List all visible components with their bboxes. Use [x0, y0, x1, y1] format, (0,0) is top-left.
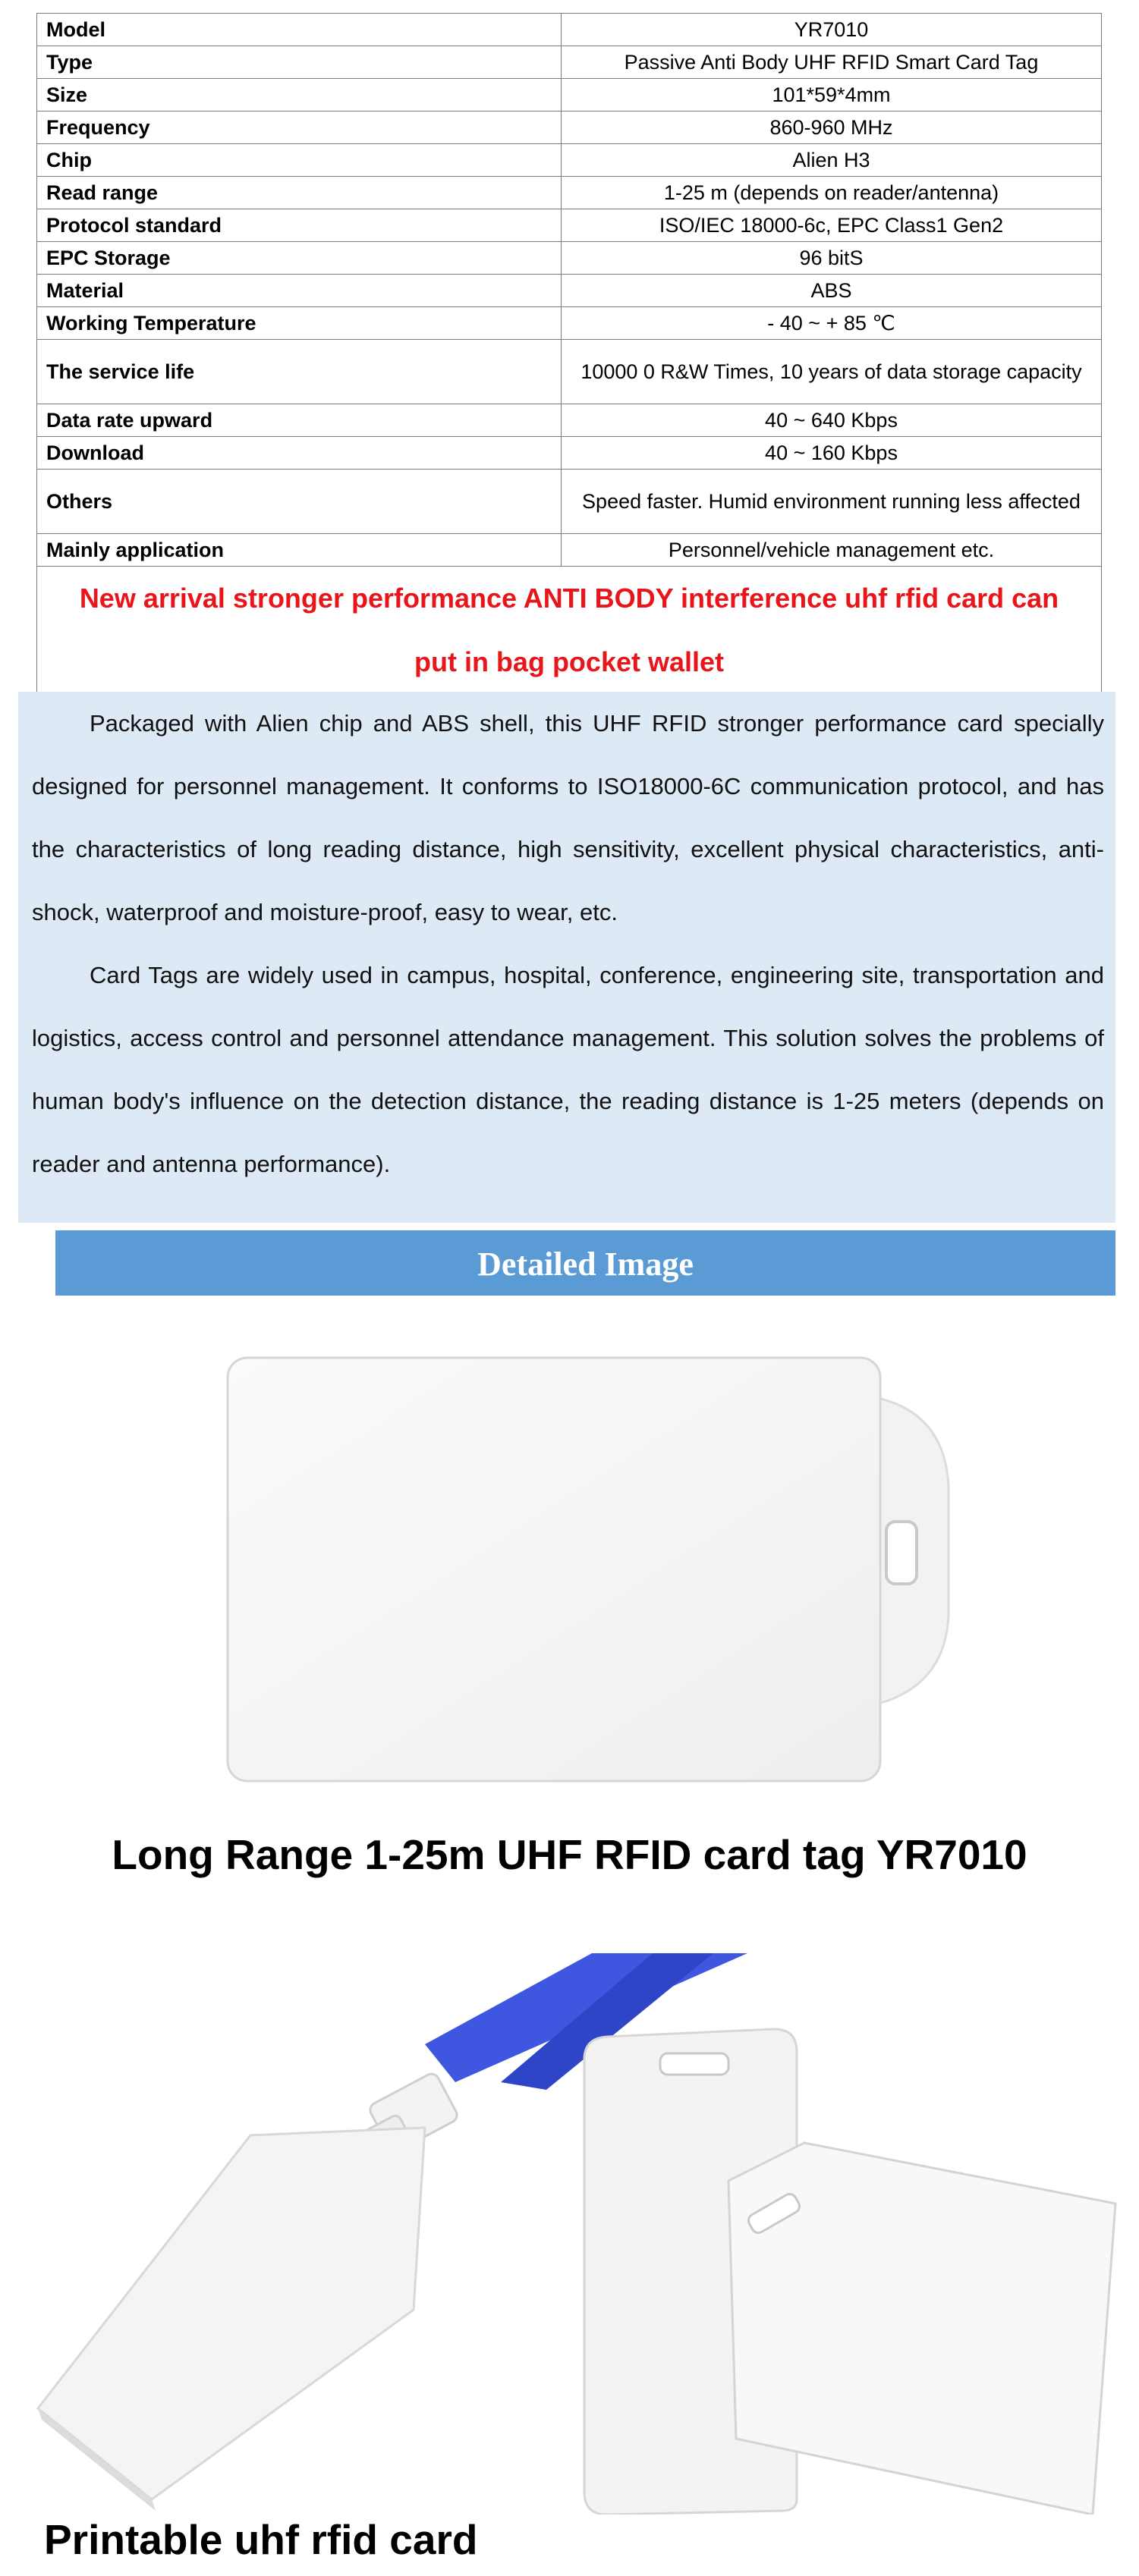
- product-image-card: [0, 1335, 1139, 1805]
- description-paragraph: Packaged with Alien chip and ABS shell, this UHF RFID stronger performance card specially designed for personnel management. It conforms to ISO18000-6C communication protocol, and has the characteristics of long reading distance, high sensitivity, excellent physical characteristics, anti-shock, waterproof and moisture-proof, easy to wear, etc.: [32, 710, 1104, 925]
- spec-key: Type: [37, 46, 562, 79]
- spec-key: The service life: [37, 340, 562, 404]
- section-header-bar: [55, 1230, 1115, 1296]
- description-block: [18, 692, 1115, 1223]
- table-row: [37, 307, 1102, 340]
- table-row: [37, 404, 1102, 437]
- table-row: [37, 470, 1102, 534]
- promo-banner: New arrival stronger performance ANTI BODY interference uhf rfid card can put in bag pocket wallet: [37, 567, 1102, 695]
- table-row: [37, 437, 1102, 470]
- lanyard-slot-shape: [886, 1522, 917, 1584]
- spec-key: Read range: [37, 177, 562, 209]
- spec-value: ISO/IEC 18000-6c, EPC Class1 Gen2: [562, 209, 1102, 242]
- spec-key: Mainly application: [37, 534, 562, 567]
- table-row: [37, 177, 1102, 209]
- table-row: [37, 46, 1102, 79]
- card-body-shape: [228, 1358, 880, 1781]
- description-paragraph: Card Tags are widely used in campus, hospital, conference, engineering site, transportation and logistics, access control and personnel attendance management. This solution solves the problems of human body's influence on the detection distance, the reading distance is 1-25 meters (depends on reader and antenna performance).: [32, 962, 1104, 1177]
- spec-key: Chip: [37, 144, 562, 177]
- table-row: [37, 534, 1102, 567]
- table-row: [37, 79, 1102, 112]
- spec-value: ABS: [562, 275, 1102, 307]
- spec-value: 1-25 m (depends on reader/antenna): [562, 177, 1102, 209]
- section-title: Detailed Image: [477, 1246, 694, 1283]
- table-row: [37, 14, 1102, 46]
- lanyard-slot-shape: [660, 2053, 728, 2075]
- spec-value: 40 ~ 160 Kbps: [562, 437, 1102, 470]
- spec-value: 40 ~ 640 Kbps: [562, 404, 1102, 437]
- table-row: [37, 209, 1102, 242]
- spec-key: Material: [37, 275, 562, 307]
- table-row: [37, 242, 1102, 275]
- spec-value: 10000 0 R&W Times, 10 years of data storage capacity: [562, 340, 1102, 404]
- spec-value: 860-960 MHz: [562, 112, 1102, 144]
- spec-value: 101*59*4mm: [562, 79, 1102, 112]
- spec-value: Passive Anti Body UHF RFID Smart Card Tag: [562, 46, 1102, 79]
- spec-key: Data rate upward: [37, 404, 562, 437]
- spec-value: - 40 ~ + 85 ℃: [562, 307, 1102, 340]
- spec-value: YR7010: [562, 14, 1102, 46]
- spec-value: Speed faster. Humid environment running less affected: [562, 470, 1102, 534]
- spec-table: [36, 13, 1102, 695]
- table-row: [37, 112, 1102, 144]
- table-row: [37, 340, 1102, 404]
- table-row: [37, 144, 1102, 177]
- card-body-shape: [38, 2128, 425, 2499]
- spec-key: Others: [37, 470, 562, 534]
- spec-value: Alien H3: [562, 144, 1102, 177]
- product-image-lanyard: [0, 1953, 1139, 2515]
- spec-key: Size: [37, 79, 562, 112]
- table-row: [37, 567, 1102, 695]
- spec-key: Working Temperature: [37, 307, 562, 340]
- image-caption: Long Range 1-25m UHF RFID card tag YR7010: [112, 1831, 1027, 1878]
- table-row: [37, 275, 1102, 307]
- spec-key: EPC Storage: [37, 242, 562, 275]
- image-caption: Printable uhf rfid card: [44, 2516, 478, 2563]
- spec-key: Download: [37, 437, 562, 470]
- spec-key: Protocol standard: [37, 209, 562, 242]
- spec-key: Model: [37, 14, 562, 46]
- spec-value: Personnel/vehicle management etc.: [562, 534, 1102, 567]
- spec-key: Frequency: [37, 112, 562, 144]
- spec-value: 96 bitS: [562, 242, 1102, 275]
